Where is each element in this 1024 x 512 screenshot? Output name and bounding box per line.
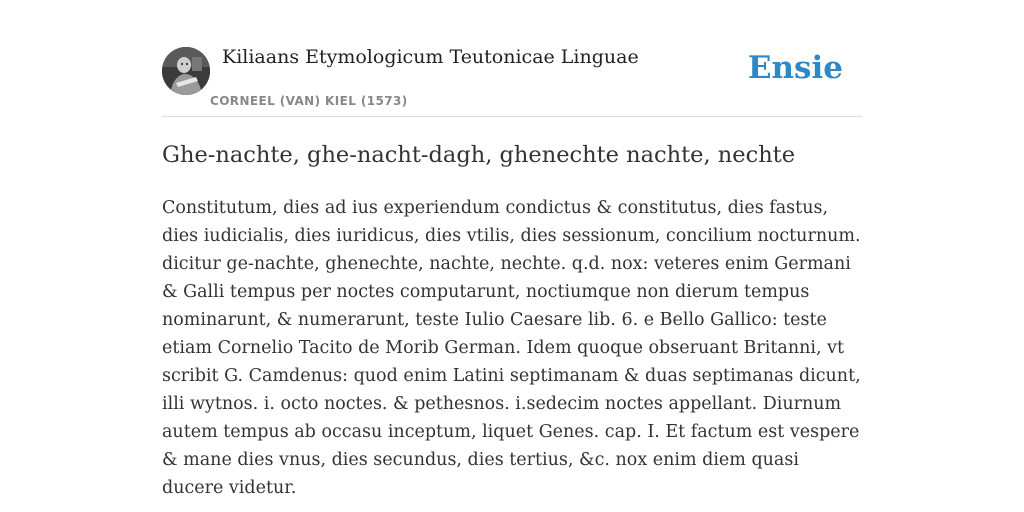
entry-card: [162, 40, 862, 502]
entry-title: Ghe-nachte, ghe-nacht-dagh, ghenechte nachte, nechte: [162, 142, 796, 168]
author-avatar[interactable]: [162, 47, 210, 95]
source-title[interactable]: Kiliaans Etymologicum Teutonicae Linguae: [222, 46, 639, 68]
ensie-logo[interactable]: Ensie: [747, 50, 843, 86]
author-name: CORNEEL (VAN) KIEL (1573): [210, 94, 408, 108]
author-portrait-icon: [162, 47, 210, 95]
entry-body: Constitutum, dies ad ius experiendum condictus & constitutus, dies fastus, dies iudicialis, dies iuridicus, dies vtilis, dies sessionum, concilium nocturnum. dicitur ge-nachte, ghenechte, nachte, nechte. q.d. nox: veteres enim Germani & Galli tempus per noctes computarunt, noctiumque non dierum tempus nominarunt, & numerarunt, teste Iulio Caesare lib. 6. e Bello Gallico: teste etiam Cornelio Tacito de Morib German. Idem quoque obseruant Britanni, vt scribit G. Camdenus: quod enim Latini septimanam & duas septimanas dicunt, illi wytnos. i. octo noctes. & pethesnos. i.sedecim noctes appellant. Diurnum autem tempus ab occasu inceptum, liquet Genes. cap. I. Et factum est vespere & mane dies vnus, dies secundus, dies tertius, &c. nox enim diem quasi ducere videtur.: [162, 198, 861, 498]
source-header: [162, 40, 862, 117]
